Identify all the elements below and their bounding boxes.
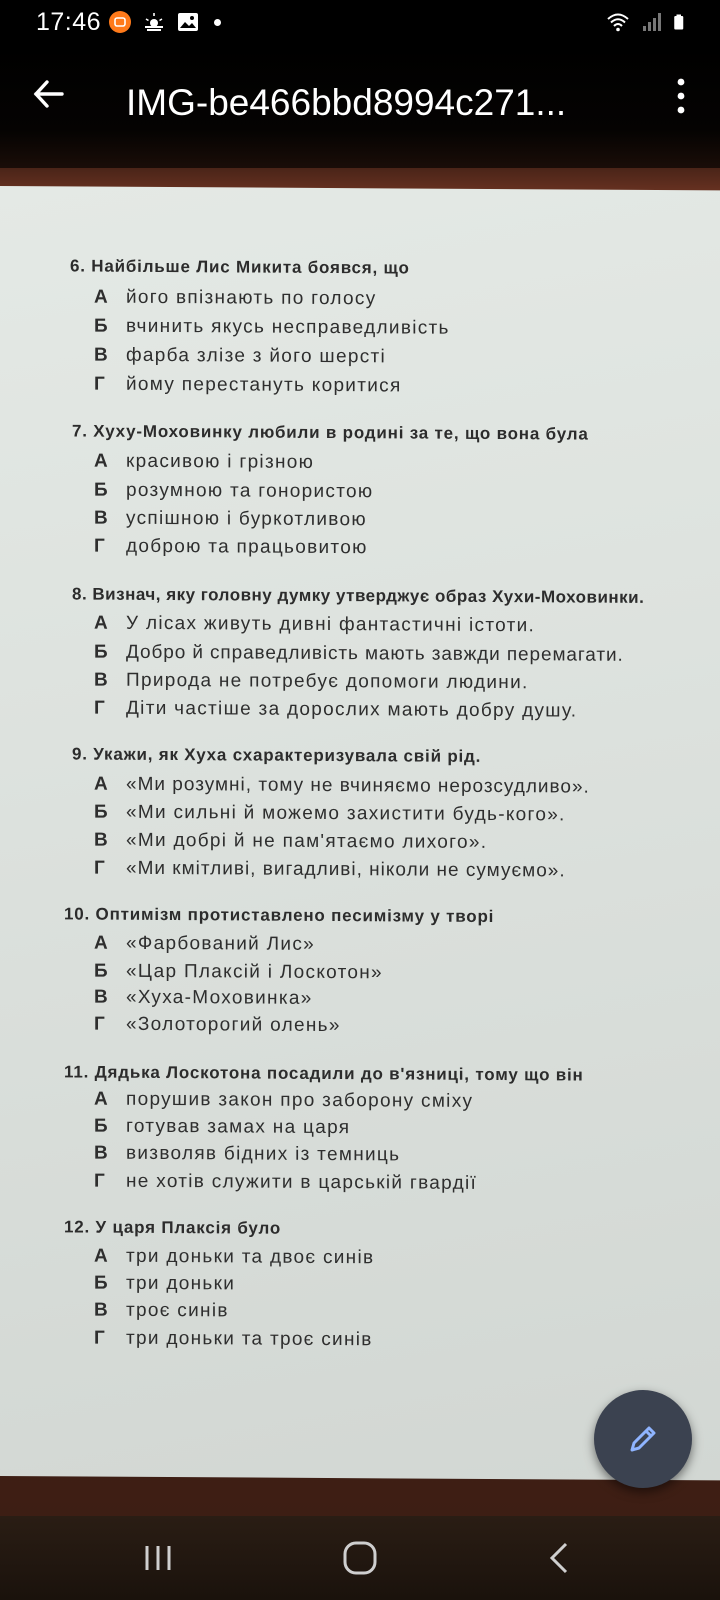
question-text: 6. Найбільше Лис Микита боявся, що xyxy=(70,256,410,278)
option-letter: Б xyxy=(94,1115,109,1137)
question-text: 8. Визнач, яку головну думку утверджує образ Хухи-Моховинки. xyxy=(72,584,645,607)
option xyxy=(94,1143,400,1167)
signal-icon xyxy=(640,10,664,34)
option-text: вчинить якусь несправедливість xyxy=(126,315,450,339)
option xyxy=(94,508,367,532)
option-letter: А xyxy=(94,286,110,308)
option xyxy=(94,987,313,1010)
weather-icon xyxy=(142,10,166,34)
option-text: Діти частіше за дорослих мають добру душу. xyxy=(126,697,578,722)
recent-apps-icon xyxy=(147,1546,169,1570)
arrow-left-icon xyxy=(36,82,62,106)
option-letter: В xyxy=(94,344,110,366)
option xyxy=(94,802,566,827)
notification-icons xyxy=(108,10,221,34)
option-text: красивою і грізною xyxy=(126,450,315,473)
status-time: 17:46 xyxy=(36,8,102,36)
option-text: порушив закон про заборону сміху xyxy=(126,1088,474,1112)
option-text: визволяв бідних із темниць xyxy=(126,1142,401,1166)
option-text: не хотів служити в царській гвардії xyxy=(126,1170,478,1194)
option xyxy=(94,1328,373,1352)
option xyxy=(94,698,577,723)
wifi-icon xyxy=(604,10,632,34)
option-letter: Б xyxy=(94,960,109,982)
option-text: йому перестануть коритися xyxy=(126,373,402,397)
option-text: доброю та працьовитою xyxy=(126,535,368,559)
option-text: розумною та гонористою xyxy=(126,479,374,503)
question-text: 10. Оптимізм протиставлено песимізму у творі xyxy=(64,904,495,927)
option xyxy=(94,613,535,638)
system-icons xyxy=(604,10,690,34)
option-letter: Г xyxy=(94,1170,107,1192)
option xyxy=(94,451,314,474)
option-letter: В xyxy=(94,829,110,851)
option xyxy=(94,858,566,883)
image-title: IMG-be466bbd8994c271... xyxy=(126,82,567,123)
option-text: «Ми кмітливі, вигадливі, ніколи не сумуємо». xyxy=(126,857,566,882)
option xyxy=(94,287,377,311)
question-text: 12. У царя Плаксія було xyxy=(64,1217,282,1238)
option xyxy=(94,961,383,985)
option-text: три доньки та троє синів xyxy=(126,1327,373,1351)
option-letter: А xyxy=(94,932,110,954)
option-text: три доньки та двоє синів xyxy=(126,1245,375,1269)
home-button[interactable] xyxy=(338,1536,382,1580)
more-vert-icon xyxy=(678,79,685,114)
gallery-icon xyxy=(176,10,200,34)
option-letter: А xyxy=(94,773,109,795)
back-nav-button[interactable] xyxy=(538,1536,582,1580)
question-11 xyxy=(64,1062,584,1085)
option-text: «Ми розумні, тому не вчиняємо нерозсудливо». xyxy=(126,773,590,798)
photo-viewer[interactable] xyxy=(0,168,720,1516)
option-text: фарба злізе з його шерсті xyxy=(126,344,387,368)
notification-app-icon xyxy=(108,10,132,34)
question-7 xyxy=(72,421,589,444)
question-8 xyxy=(72,584,644,607)
option xyxy=(94,1300,229,1323)
option xyxy=(94,1089,473,1113)
question-6 xyxy=(70,256,410,278)
option-text: «Ми сильні й можемо захистити будь-кого». xyxy=(126,801,566,826)
option-letter: Б xyxy=(94,315,109,337)
home-icon xyxy=(345,1543,375,1573)
option-letter: Б xyxy=(94,801,109,823)
edit-button[interactable] xyxy=(594,1390,692,1488)
worksheet-page xyxy=(0,186,720,1480)
option xyxy=(94,642,624,667)
option-text: три доньки xyxy=(126,1272,236,1295)
option-letter: В xyxy=(94,1299,110,1321)
option-letter: В xyxy=(94,1142,110,1164)
option-text: готував замах на царя xyxy=(126,1115,351,1139)
option-letter: Б xyxy=(94,479,109,501)
option-text: його впізнають по голосу xyxy=(126,286,377,310)
option xyxy=(94,1273,235,1296)
option-text: «Хуха-Моховинка» xyxy=(126,986,313,1009)
option xyxy=(94,1116,350,1140)
question-9 xyxy=(72,744,481,766)
status-bar xyxy=(0,0,720,44)
option-letter: Г xyxy=(94,697,107,719)
option xyxy=(94,670,529,695)
more-notifications-dot xyxy=(214,19,221,26)
option-letter: Г xyxy=(94,373,107,395)
option xyxy=(94,374,402,398)
navigation-bar xyxy=(0,1516,720,1600)
option-text: «Золоторогий олень» xyxy=(126,1013,341,1037)
battery-icon xyxy=(672,10,690,34)
option xyxy=(94,1171,477,1195)
more-options-button[interactable] xyxy=(674,76,688,116)
option-text: «Фарбований Лис» xyxy=(126,932,315,955)
option xyxy=(94,480,373,504)
option-text: Добро й справедливість мають завжди перемагати. xyxy=(126,641,624,666)
question-text: 9. Укажи, як Хуха схарактеризувала свій рід. xyxy=(72,744,482,766)
option xyxy=(94,1246,374,1270)
question-text: 11. Дядька Лоскотона посадили до в'язниці, тому що він xyxy=(64,1062,584,1085)
option-letter: А xyxy=(94,1088,110,1110)
option-letter: Г xyxy=(94,857,106,879)
question-text: 7. Хуху-Моховинку любили в родині за те, що вона була xyxy=(72,421,589,444)
option-text: Природа не потребує допомоги людини. xyxy=(126,669,529,694)
option-text: успішною і буркотливою xyxy=(126,507,367,531)
option xyxy=(94,536,368,560)
option xyxy=(94,830,487,854)
option-letter: Б xyxy=(94,1272,109,1294)
option-letter: В xyxy=(94,507,110,529)
option-letter: А xyxy=(94,450,110,472)
option-letter: Б xyxy=(94,641,109,663)
option xyxy=(94,774,590,799)
question-10 xyxy=(64,904,494,927)
pencil-icon xyxy=(623,1419,663,1459)
question-12 xyxy=(64,1217,281,1238)
app-bar xyxy=(0,44,720,168)
chevron-left-icon xyxy=(552,1544,566,1572)
option-letter: Г xyxy=(94,535,107,557)
option-text: У лісах живуть дивні фантастичні істоти. xyxy=(126,612,536,637)
option-text: «Цар Плаксій і Лоскотон» xyxy=(126,960,383,984)
back-button[interactable] xyxy=(28,72,72,116)
option xyxy=(94,345,386,369)
option-letter: В xyxy=(94,669,110,691)
option xyxy=(94,933,315,956)
option-text: троє синів xyxy=(126,1299,229,1322)
option xyxy=(94,316,450,340)
option-letter: А xyxy=(94,1245,110,1267)
option-text: «Ми добрі й не пам'ятаємо лихого». xyxy=(126,829,488,853)
option-letter: Г xyxy=(94,1327,107,1349)
recent-apps-button[interactable] xyxy=(136,1536,180,1580)
option-letter: В xyxy=(94,986,110,1008)
option-letter: Г xyxy=(94,1013,107,1035)
option xyxy=(94,1014,341,1038)
option-letter: А xyxy=(94,612,110,634)
